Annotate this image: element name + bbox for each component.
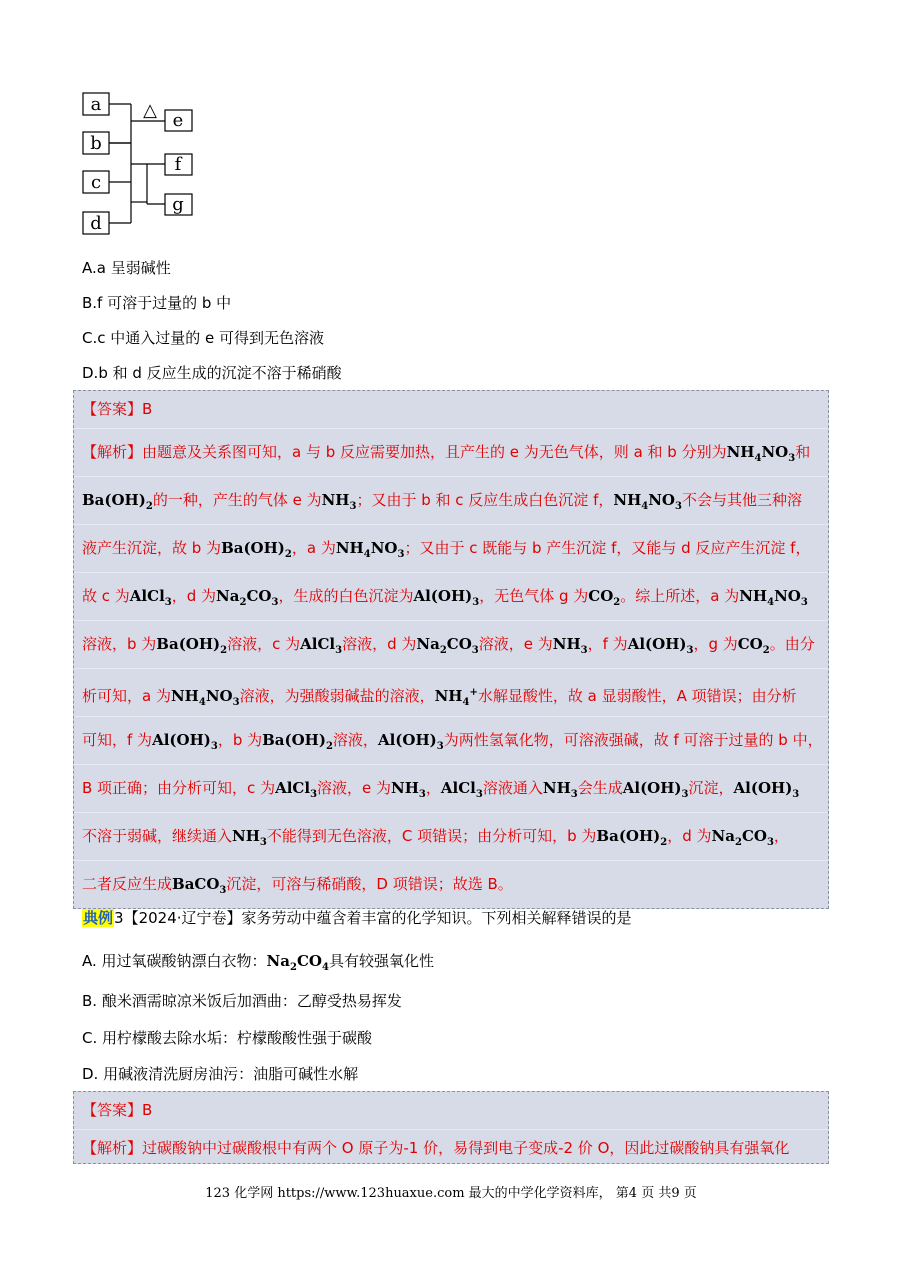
ex-analysis-line: 【解析】过碳酸钠中过碳酸根中有两个 O 原子为-1 价，易得到电子变成-2 价 O，因此过碳酸钠具有强氧化 (82, 1139, 790, 1157)
node-c: c (90, 172, 102, 193)
ex-answer-line: 【答案】B (74, 1092, 828, 1130)
ex-option-b: B. 酿米酒需晾凉米饭后加酒曲：乙醇受热易挥发 (82, 992, 402, 1010)
ex-option-d: D. 用碱液清洗厨房油污：油脂可碱性水解 (82, 1065, 359, 1083)
diagram-svg (80, 88, 210, 238)
page-footer: 123 化学网 https://www.123huaxue.com 最大的中学化学资料库， 第4 页 共9 页 (205, 1186, 697, 1201)
node-e: e (172, 110, 184, 131)
option-d: D.b 和 d 反应生成的沉淀不溶于稀硝酸 (82, 364, 342, 382)
analysis-line-3: 液产生沉淀，故 b 为$Ba(OH)_2$，a 为$NH_4NO_3$；又由于 c 既能与 b 产生沉淀 f，又能与 d 反应产生沉淀 f， (74, 525, 828, 573)
example-source: 【2024·辽宁卷】 (123, 909, 242, 927)
node-g: g (172, 194, 184, 215)
analysis-line-8: B 项正确；由分析可知，c 为AlCl$_3$溶液，e 为$NH_3$，AlCl$_3$溶液通入$NH_3$会生成$Al(OH)_3$沉淀，$Al(OH)_3$ (74, 765, 828, 813)
ex-option-a: A. 用过氧碳酸钠漂白衣物：$Na_2CO_4$具有较强氧化性 (82, 952, 434, 973)
option-a: A.a 呈弱碱性 (82, 259, 171, 277)
analysis-line-10: 二者反应生成BaCO$_3$沉淀，可溶与稀硝酸，D 项错误；故选 B。 (82, 875, 513, 896)
ex-option-c: C. 用柠檬酸去除水垢：柠檬酸酸性强于碳酸 (82, 1029, 373, 1047)
example-tag: 典例 (83, 909, 114, 927)
analysis-line-7: 可知，f 为$Al(OH)_3$，b 为$Ba(OH)_2$溶液，$Al(OH)_3$为两性氢氧化物，可溶液强碱，故 f 可溶于过量的 b 中， (74, 717, 828, 765)
analysis-line-5: 溶液，b 为$Ba(OH)_2$溶液，c 为AlCl$_3$溶液，d 为$Na_2CO_3$溶液，e 为$NH_3$，f 为$Al(OH)_3$，g 为$CO_2$。由分 (74, 621, 828, 669)
analysis-line-1: 【解析】由题意及关系图可知，a 与 b 反应需要加热，且产生的 e 为无色气体，则 a 和 b 分别为$NH_4NO_3$和 (74, 429, 828, 477)
node-b: b (90, 133, 102, 154)
analysis-line-9: 不溶于弱碱，继续通入$NH_3$不能得到无色溶液，C 项错误；由分析可知，b 为$Ba(OH)_2$，d 为$Na_2CO_3$， (74, 813, 828, 861)
node-d: d (90, 213, 102, 234)
node-a: a (90, 94, 102, 115)
analysis-line-4: 故 c 为AlCl$_3$，d 为$Na_2CO_3$，生成的白色沉淀为$Al(OH)_3$，无色气体 g 为$CO_2$。综上所述，a 为$NH_4NO_3$ (74, 573, 828, 621)
example-heading (82, 907, 632, 928)
answer-line: 【答案】B (74, 391, 828, 429)
analysis-line-6: 析可知，a 为$NH_4NO_3$溶液，为强酸弱碱盐的溶液，$NH_4^+$水解显酸性，故 a 显弱酸性，A 项错误；由分析 (74, 669, 828, 717)
ex-answer-box (73, 1091, 829, 1164)
option-c: C.c 中通入过量的 e 可得到无色溶液 (82, 329, 325, 347)
option-b: B.f 可溶于过量的 b 中 (82, 294, 232, 312)
heat-symbol: △ (143, 100, 157, 121)
analysis-line-2: $Ba(OH)_2$的一种，产生的气体 e 为$NH_3$；又由于 b 和 c 反应生成白色沉淀 f，$NH_4NO_3$不会与其他三种溶 (74, 477, 828, 525)
reaction-diagram (80, 88, 210, 238)
example-number: 3 (114, 909, 124, 927)
example-question: 家务劳动中蕴含着丰富的化学知识。下列相关解释错误的是 (241, 909, 632, 927)
node-f: f (174, 154, 182, 175)
answer-analysis-box (73, 390, 829, 909)
